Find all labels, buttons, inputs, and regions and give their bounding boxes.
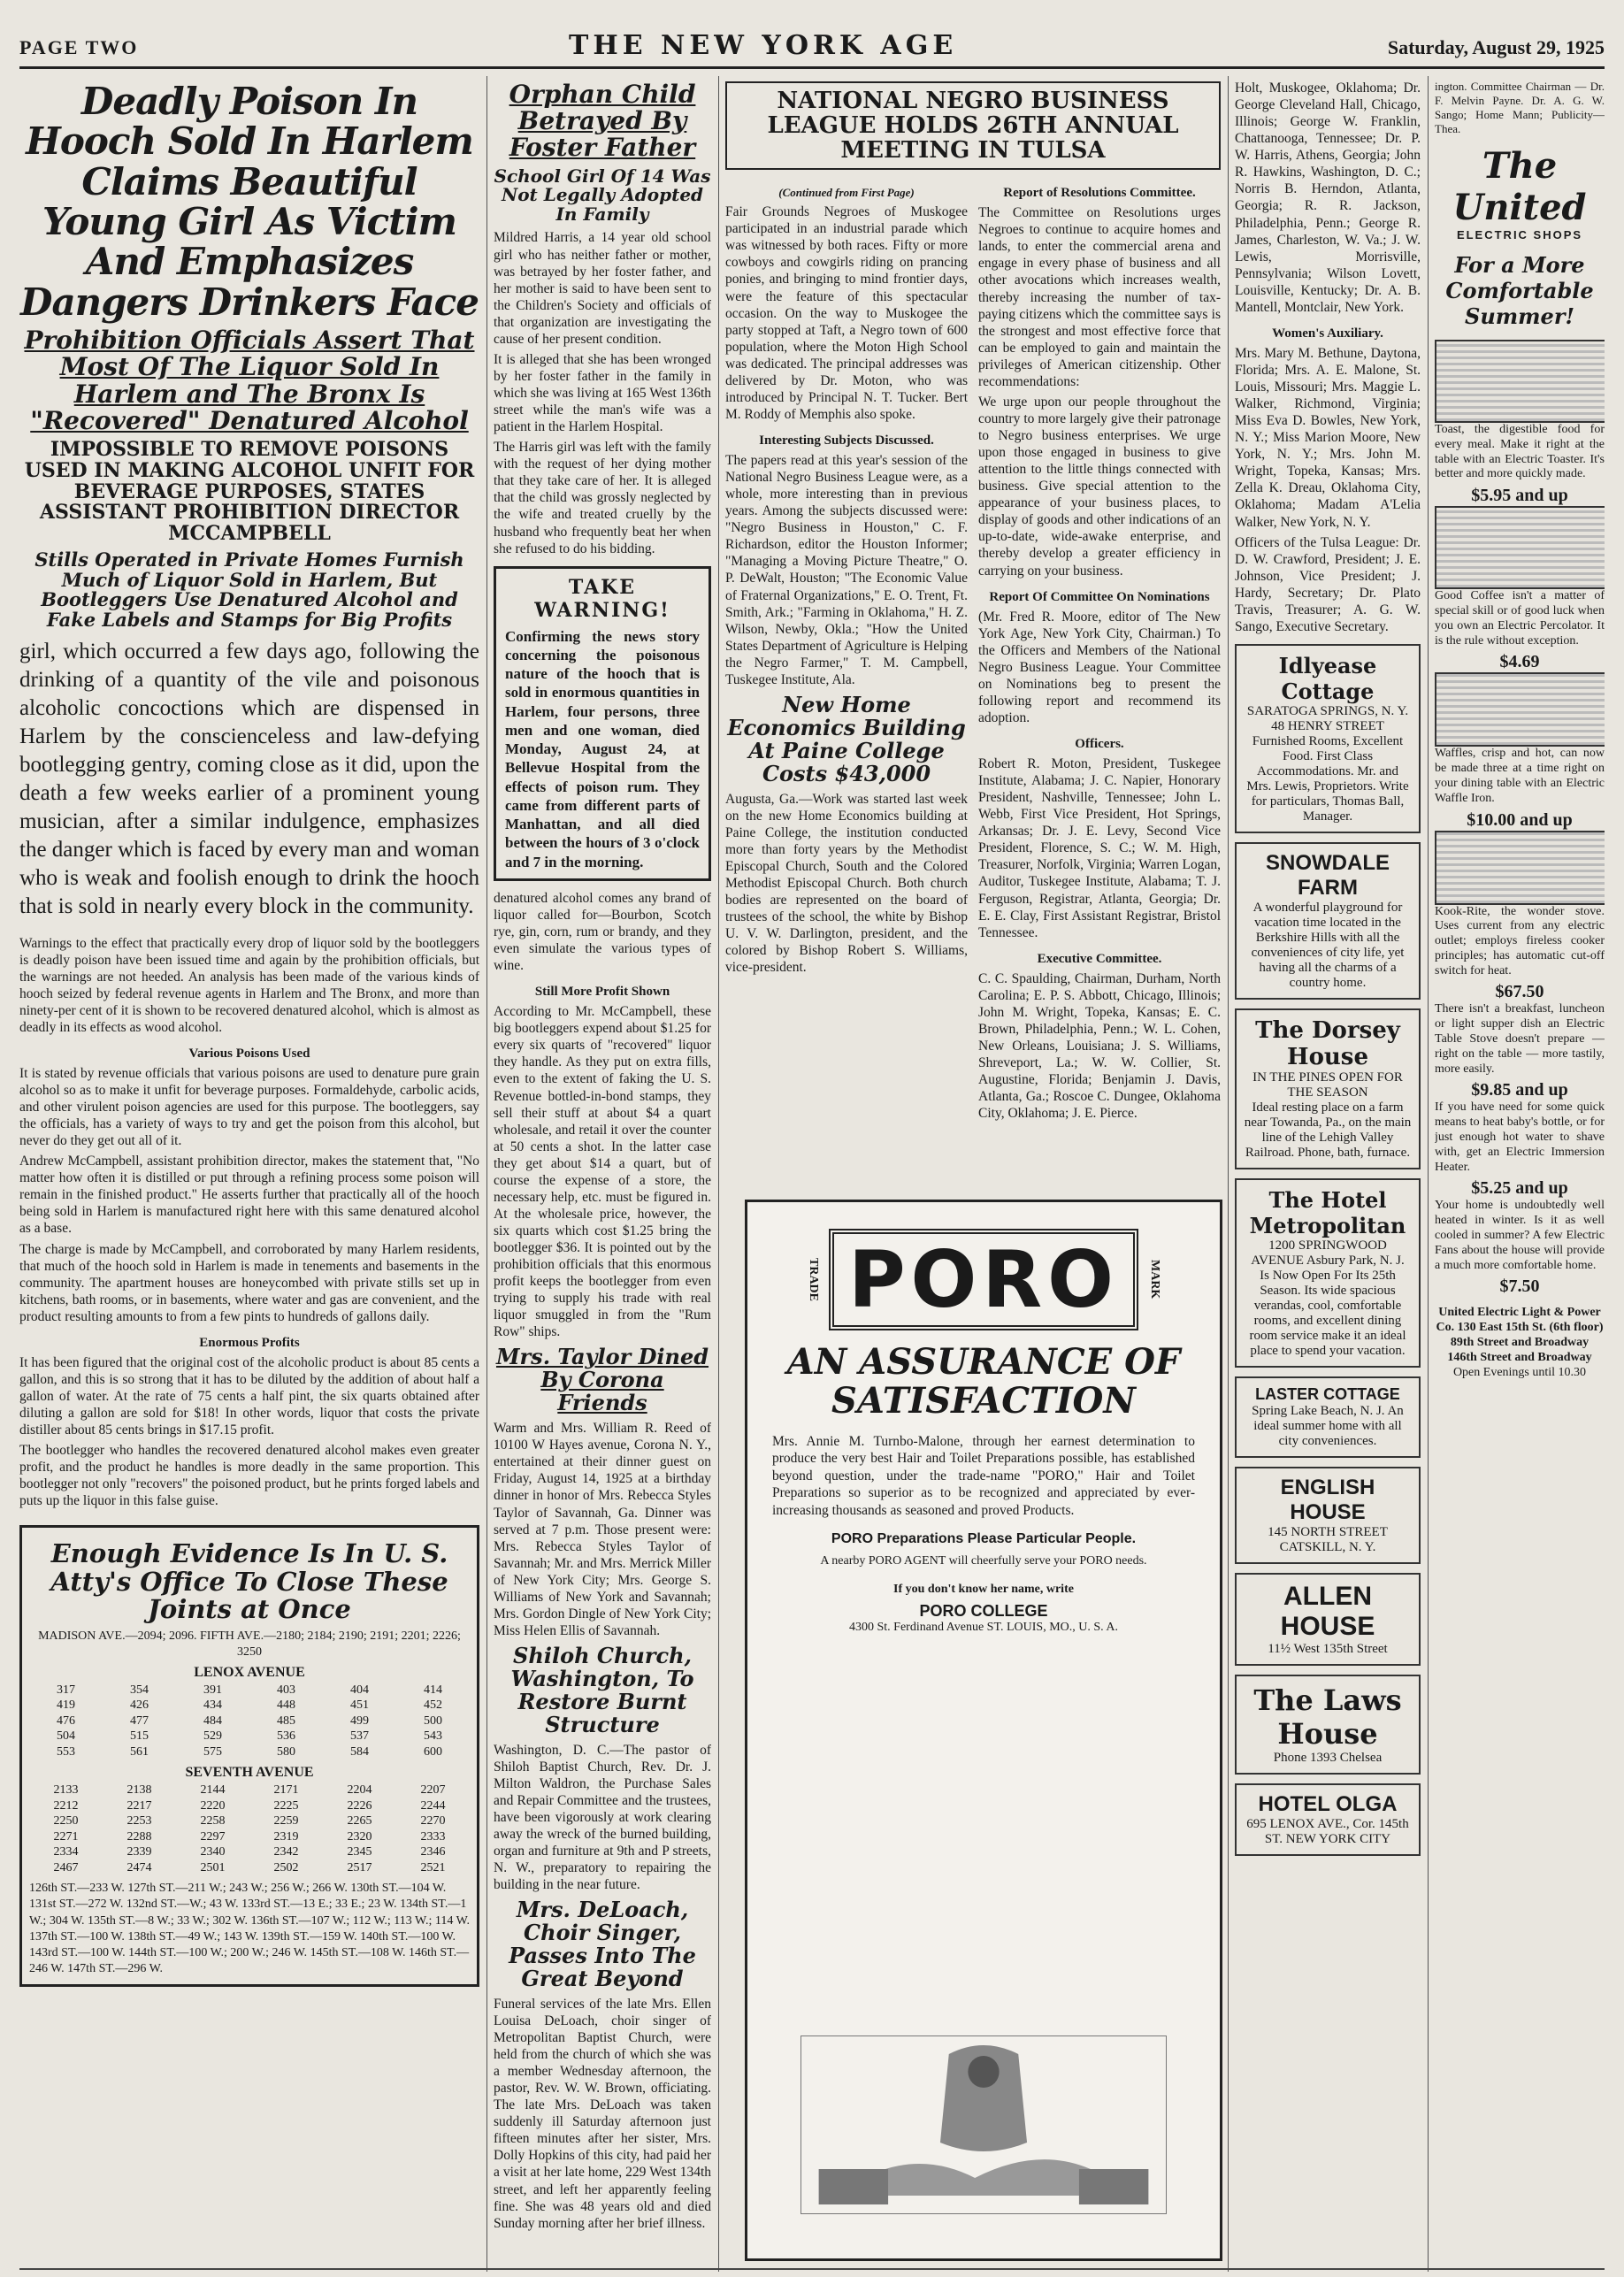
lead-deck-2: Stills Operated in Private Homes Furnish Much of Liquor Sold in Harlem, But Bootleggers Use Denatured Alcohol and Fake Labels and Stamps for Big Profits <box>34 548 464 631</box>
laws-house-ad <box>1235 1675 1421 1775</box>
poro-college: PORO COLLEGE <box>919 1601 1048 1620</box>
lenox-address: 515 <box>130 1729 149 1744</box>
seventh-address: 2217 <box>126 1798 152 1813</box>
product-text: Kook-Rite, the wonder stove. Uses current from any electric outlet; employs fireless cooker principles; has automatic cut-off switch for heat. <box>1435 904 1605 978</box>
ad-text: Ideal resting place on a farm near Towanda, Pa., on the main line of the Lehigh Valley Railroad. Phone, bath, furnace. <box>1244 1100 1412 1160</box>
lead-headline: Deadly Poison In Hooch Sold In Harlem Claims Beautiful Young Girl As Victim And Emphasizes Dangers Drinkers Face <box>20 80 479 324</box>
taylor-headline: Mrs. Taylor Dined By Corona Friends <box>495 1344 709 1416</box>
article-paragraph: It has been figured that the original cost of the alcoholic product is about 85 cents a gallon, and this is so strong that it has to be diluted by the addition of about half a gallon of water. At the rate of 75 cents a half pint, the six quarts obtained after diluting a gallon are sold for $18! In other words, liquor that costs the private distiller about 85 cents brings in $17.15 profit. <box>19 1354 479 1438</box>
article-paragraph: Fair Grounds Negroes of Muskogee participated in an industrial parade which was witnessed by both races. Fifty or more cowboys and cowgirls riding on prancing ponies, and bringing to mind frontier days, were the feature of this spectacular occasion. On the way to Muskogee the party stopped at Taft, a Negro town of 600 population, where the Moton High School was dedicated. The principal addresses was delivered by Dr. Moton, who was introduced by Principal N. T. Tucker. Bert M. Roddy of Memphis also spoke. <box>725 204 968 422</box>
ad-text: Is Now Open For Its 25th Season. Its wide spacious verandas, cool, comfortable rooms, and excellent dining room service make it an ideal place to spend your vacation. <box>1249 1268 1406 1358</box>
waffle-iron-illustration <box>1435 672 1605 747</box>
product-stove <box>1435 831 1605 1003</box>
seventh-address: 2253 <box>126 1814 152 1828</box>
seventh-address: 2207 <box>420 1783 446 1798</box>
article-paragraph: Warnings to the effect that practically every drop of liquor sold by the bootleggers is deadly poison have been issued time and again by the prohibition officials, but the warnings are not heeded. An analysis has been made of the various kinds of hooch seized by federal revenue agents in Harlem and The Bronx, and more than ninety-per cent of it is shown to be recovered denatured alcohol, which is almost as deadly in its effects as wood alcohol. <box>19 935 479 1035</box>
section-subhead: Women's Auxiliary. <box>1272 326 1383 341</box>
trademark-left: TRADE <box>807 1257 821 1301</box>
seventh-address: 2144 <box>200 1783 226 1798</box>
seventh-address: 2467 <box>53 1860 79 1874</box>
ad-title: The Dorsey House <box>1255 1016 1400 1070</box>
section-subhead: Enormous Profits <box>199 1335 300 1350</box>
poro-logo <box>747 1229 1220 1330</box>
seventh-address: 2319 <box>273 1829 299 1844</box>
league-story-column <box>725 76 1221 1175</box>
lenox-title: LENOX AVENUE <box>194 1664 305 1680</box>
product-price: $7.50 <box>1499 1276 1540 1297</box>
article-paragraph: It is stated by revenue officials that various poisons are used to denature pure grain alcohol so as to make it unfit for beverage purposes. Formaldehyde, carbolic acids, and other virulent poison agencies are used for this purpose. The bootleggers, say the officials, has a variety of ways to try and get the poison from this alcohol, but never do they get out all of it. <box>19 1065 479 1149</box>
shiloh-headline: Shiloh Church, Washington, To Restore Burnt Structure <box>510 1643 694 1737</box>
ad-text: A wonderful playground for vacation time located in the Berkshire Hills with all the conveniences of city life, yet having all the charms of a country home. <box>1251 900 1405 990</box>
league-headline: NATIONAL NEGRO BUSINESS LEAGUE HOLDS 26TH ANNUAL MEETING IN TULSA <box>725 81 1221 170</box>
product-waffle-iron <box>1435 672 1605 830</box>
lenox-address: 600 <box>424 1744 442 1759</box>
trademark-right: MARK <box>1147 1260 1161 1300</box>
ad-text: Spring Lake Beach, N. J. An ideal summer home with all city conveniences. <box>1252 1403 1404 1448</box>
seventh-address: 2258 <box>200 1814 226 1828</box>
article-paragraph: According to Mr. McCampbell, these big bootleggers expend about $1.25 for every six quarts of "recovered" liquor they handle. As they put on extra fills, even to the extent of faking the U. S. Revenue bottled-in-bond stamps, they sell their stuff at about $4 a quart wholesale, and retail it over the counter at 50 cents a shot. In the latter case they get about $14 a quart, but of course the expense of a store, the necessary help, etc. must be figured in. At the wholesale price, however, the six quarts which cost $1.25 bring the bootlegger $36. It is pointed out by the prohibition officials that this enormous profit keeps the bootlegger from even trying to supply his trade with real liquor smuggled in from the "Rum Row" ships. <box>494 1004 711 1340</box>
store-hours: Open Evenings until 10.30 <box>1452 1365 1587 1379</box>
seventh-address: 2501 <box>200 1860 226 1874</box>
ad-text: Furnished Rooms, Excellent Food. First Class Accommodations. Mr. and Mrs. Lewis, Proprietors. Write for particulars, Thomas Ball, Manager. <box>1246 733 1409 824</box>
street-addresses: 126th ST.—233 W. 127th ST.—211 W.; 243 W.; 256 W.; 266 W. 130th ST.—104 W. 131st ST.—272 W. 132nd ST.—W.; 43 W. 133rd ST.—13 E.; 33 E.; 23 W. 134th ST.—1 W.; 304 W. 135th ST.—8 W.; 33 W.; 302 W. 136th ST.—107 W.; 112 W.; 113 W.; 114 W. 137th ST.—100 W. 138th ST.—49 W.; 143 W. 139th ST.—159 W. 140th ST.—100 W. 143rd ST.—100 W. 144th ST.—100 W.; 200 W.; 246 W. 145th ST.—108 W. 146th ST.—246 W. 147th ST.—296 W. <box>29 1882 470 1976</box>
lenox-address: 484 <box>203 1714 222 1728</box>
econ-headline: New Home Economics Building At Paine College Costs $43,000 <box>727 691 966 786</box>
lenox-address: 584 <box>350 1744 369 1759</box>
lead-story-column <box>19 76 479 2272</box>
section-subhead: Interesting Subjects Discussed. <box>759 433 934 448</box>
brand-sub: ELECTRIC SHOPS <box>1456 227 1583 242</box>
lenox-address: 452 <box>424 1698 442 1713</box>
brand-name: The United <box>1452 144 1587 228</box>
poro-agent: A nearby PORO AGENT will cheerfully serve your PORO needs. <box>820 1553 1147 1568</box>
lenox-address: 561 <box>130 1744 149 1759</box>
warning-title: TAKE WARNING! <box>534 575 670 622</box>
lenox-address: 426 <box>130 1698 149 1713</box>
section-subhead: Still More Profit Shown <box>534 985 670 1000</box>
seventh-address: 2270 <box>420 1814 446 1828</box>
product-text: There isn't a breakfast, luncheon or light supper dish an Electric Table Stove doesn't prepare — right on the table — more tastily, more easily. <box>1435 1002 1605 1076</box>
lenox-address: 485 <box>277 1714 295 1728</box>
ad-title: ALLEN HOUSE <box>1280 1581 1375 1641</box>
poro-preference: PORO Preparations Please Particular People. <box>831 1530 1137 1546</box>
ad-title: The Hotel Metropolitan <box>1249 1186 1406 1238</box>
product-price: $9.85 and up <box>1471 1080 1568 1100</box>
ad-subtitle: 145 NORTH STREET CATSKILL, N. Y. <box>1268 1524 1388 1554</box>
ad-subtitle: 1200 SPRINGWOOD AVENUE Asbury Park, N. J. <box>1251 1238 1405 1268</box>
column-rule <box>486 76 487 2272</box>
product-price: $5.95 and up <box>1471 486 1568 506</box>
seventh-address: 2171 <box>273 1783 299 1798</box>
joints-list-title: Enough Evidence Is In U. S. Atty's Office To Close These Joints at Once <box>50 1538 448 1625</box>
product-table-stove <box>1435 1002 1605 1100</box>
ad-title: Idlyease Cottage <box>1278 652 1377 704</box>
bottom-rule <box>19 2268 1605 2270</box>
seventh-address: 2138 <box>126 1783 152 1798</box>
article-paragraph: Warm and Mrs. William R. Reed of 10100 W Hayes avenue, Corona N. Y., entertained at their dinner guest on Friday, August 14, 1925 at a birthday dinner in honor of Mrs. Rebecca Styles Taylor of Savannah, Ga. Dinner was served at 7 p.m. Those present were: Mrs. Rebecca Styles Taylor of Savannah; Mr. and Mrs. Merrick Miller of New York City; Mrs. George S. Williams of New York and Savannah; Mrs. Gordon Dingle of New York City; Miss Helen Ellis of Savannah. <box>494 1421 711 1638</box>
seventh-address: 2334 <box>53 1845 79 1859</box>
article-paragraph: Officers of the Tulsa League: Dr. D. W. Crawford, President; J. E. Johnson, Vice President; J. Hardy, Secretary; Dr. Plato Travis, Treasurer; A. G. W. Sango, Executive Secretary. <box>1235 534 1421 634</box>
united-logo <box>1435 145 1605 329</box>
product-price: $67.50 <box>1495 982 1544 1002</box>
lenox-address: 451 <box>350 1698 369 1713</box>
seventh-address: 2250 <box>53 1814 79 1828</box>
seventh-address: 2271 <box>53 1829 79 1844</box>
seventh-address: 2133 <box>53 1783 79 1798</box>
orphan-subhead: School Girl Of 14 Was Not Legally Adopted In Family <box>494 165 711 225</box>
poro-illustration <box>801 2036 1167 2214</box>
section-subhead: Report Of Committee On Nominations <box>989 589 1210 604</box>
lead-deck-1: IMPOSSIBLE TO REMOVE POISONS USED IN MAKING ALCOHOL UNFIT FOR BEVERAGE PURPOSES, STATES ASSISTANT PROHIBITION DIRECTOR MCCAMPBELL <box>24 438 475 546</box>
seventh-address: 2288 <box>126 1829 152 1844</box>
ad-subtitle: IN THE PINES OPEN FOR THE SEASON <box>1252 1070 1403 1100</box>
lenox-address: 575 <box>203 1744 222 1759</box>
poro-advertisement <box>745 1200 1222 2261</box>
ad-subtitle: Phone 1393 Chelsea <box>1273 1750 1383 1765</box>
ad-subtitle: 11½ West 135th Street <box>1268 1641 1388 1656</box>
laster-ad <box>1235 1376 1421 1458</box>
lead-paragraph: girl, which occurred a few days ago, following the drinking of a quantity of the vile and poisonous alcoholic concoctions which are dispensed in Harlem by the conscienceless and law-defying bootlegging gentry, coming close as it did, upon the death a few weeks earlier of a prominent young musician, after a similar indulgence, emphasizes the danger which is faced by every man and woman who is weak and foolish enough to drink the hooch that is sold in nearly every block in the community. <box>19 639 479 918</box>
seventh-address: 2244 <box>420 1798 446 1813</box>
article-paragraph: Mrs. Mary M. Bethune, Daytona, Florida; Mrs. A. E. Malone, St. Louis, Missouri; Mrs. Maggie L. Walker, Richmond, Virginia; Miss Eva D. Bowles, New York, N. Y.; Miss Marion Moore, New York, N. Y.; Mrs. John M. Wright, Topeka, Kansas; Mrs. Zella K. Dreau, Oklahoma City, Oklahoma; Madam A'Lelia Walker, New York, N. Y. <box>1235 345 1421 530</box>
poro-address: 4300 St. Ferdinand Avenue ST. LOUIS, MO., U. S. A. <box>849 1620 1118 1634</box>
lenox-address: 499 <box>350 1714 369 1728</box>
seventh-address: 2204 <box>347 1783 372 1798</box>
lenox-address: 543 <box>424 1729 442 1744</box>
article-paragraph: It is alleged that she has been wronged by her foster father in the family in which she was living at 165 West 136th street while the man's wife was a patient in the Harlem Hospital. <box>494 351 711 435</box>
ad-title: SNOWDALE FARM <box>1266 850 1390 900</box>
warning-text: Confirming the news story concerning the poisonous nature of the hooch that is sold in enormous quantities in Harlem, four persons, three men and one woman, died Monday, August 24, at Bellevue Hospital from the effects of poison rum. They came from different parts of Manhattan, and all died between the hours of 3 o'clock and 7 in the morning. <box>505 627 700 870</box>
lenox-address: 477 <box>130 1714 149 1728</box>
page-number: PAGE TWO <box>19 36 139 58</box>
dorsey-ad <box>1235 1008 1421 1169</box>
product-price: $5.25 and up <box>1471 1178 1568 1199</box>
product-text: Toast, the digestible food for every meal. Make it right at the table with an Electric Toaster. It's better and more quickly made. <box>1435 422 1605 481</box>
seventh-address: 2342 <box>273 1845 299 1859</box>
united-electric-ad <box>1435 76 1605 2272</box>
idlyease-ad <box>1235 644 1421 833</box>
seventh-address: 2339 <box>126 1845 152 1859</box>
allen-house-ad <box>1235 1573 1421 1666</box>
snowdale-ad <box>1235 842 1421 1000</box>
seventh-address: 2212 <box>53 1798 79 1813</box>
society-ads-column <box>1235 76 1421 2272</box>
article-paragraph: Andrew McCampbell, assistant prohibition director, makes the statement that, "No matter how often it is distilled or put through a refining process some poison will remain in the finished product." He asserts further that practically all of the hooch being sold in Harlem is manufactured right here with this same denatured alcohol as a base. <box>19 1154 479 1237</box>
poro-brand: PORO <box>829 1229 1138 1330</box>
toaster-illustration <box>1435 340 1605 423</box>
lenox-address: 476 <box>57 1714 75 1728</box>
lenox-addresses <box>29 1683 470 1760</box>
product-text: If you have need for some quick means to heat baby's bottle, or for just enough hot water to shave with, get an Electric Immersion Heater. <box>1435 1100 1605 1174</box>
seventh-address: 2521 <box>420 1860 446 1874</box>
lenox-address: 434 <box>203 1698 222 1713</box>
seventh-address: 2320 <box>347 1829 372 1844</box>
joints-list-box <box>19 1525 479 1987</box>
article-paragraph: ington. Committee Chairman — Dr. F. Melvin Payne. Dr. A. G. W. Sango; Home Mann; Publicity—Thea. <box>1435 80 1605 135</box>
seventh-address: 2474 <box>126 1860 152 1874</box>
lenox-address: 580 <box>277 1744 295 1759</box>
metropolitan-ad <box>1235 1178 1421 1368</box>
lenox-address: 414 <box>424 1683 442 1697</box>
section-subhead: Executive Committee. <box>1037 951 1162 966</box>
seventh-address: 2259 <box>273 1814 299 1828</box>
lenox-address: 448 <box>277 1698 295 1713</box>
take-warning-box <box>494 566 711 881</box>
united-footer <box>1435 1306 1605 1380</box>
lenox-address: 504 <box>57 1729 75 1744</box>
lenox-address: 536 <box>277 1729 295 1744</box>
article-paragraph: Holt, Muskogee, Oklahoma; Dr. George Cleveland Hall, Chicago, Illinois; George W. Franklin, Chattanooga, Tennessee; Dr. P. W. Harris, Athens, Georgia; John R. Hawkins, Washington, D. C.; Norris B. Herndon, Atlanta, Georgia; R. R. Jackson, Philadelphia, Penn.; George R. James, Charleston, W. Va.; J. W. Lewis, Morrisville, Pennsylvania; Wilson Lovett, Louisville, Kentucky; Dr. A. B. Mantell, Montclair, New York. <box>1235 80 1421 315</box>
seventh-address: 2340 <box>200 1845 226 1859</box>
article-paragraph: The Harris girl was left with the family with the request of her dying mother that they take care of her. It is alleged that the child was grossly neglected by the wife and treated cruelly by the husband who frequently beat her when she refused to do his bidding. <box>494 440 711 556</box>
section-subhead: Officers. <box>1075 737 1124 752</box>
madison-fifth-list: MADISON AVE.—2094; 2096. FIFTH AVE.—2180; 2184; 2190; 2191; 2201; 2226; 3250 <box>38 1629 461 1659</box>
deloach-headline: Mrs. DeLoach, Choir Singer, Passes Into The Great Beyond <box>509 1897 696 1991</box>
percolator-illustration <box>1435 506 1605 589</box>
lenox-address: 553 <box>57 1744 75 1759</box>
seventh-address: 2333 <box>420 1829 446 1844</box>
lenox-address: 317 <box>57 1683 75 1697</box>
product-text: Good Coffee isn't a matter of special skill or of good luck when you own an Electric Percolator. It is the rule without exception. <box>1435 589 1605 648</box>
article-paragraph: Mildred Harris, a 14 year old school girl who has neither father or mother, was betrayed by her foster father, and her mother is said to have been sent to the Children's Society and officials of that organization are investigating the cause of her present condition. <box>494 230 711 347</box>
section-subhead: Various Poisons Used <box>188 1046 310 1061</box>
seventh-title: SEVENTH AVENUE <box>185 1765 314 1781</box>
newspaper-name: THE NEW YORK AGE <box>569 30 958 61</box>
seventh-address: 2265 <box>347 1814 372 1828</box>
seventh-address: 2226 <box>347 1798 372 1813</box>
hotel-olga-ad <box>1235 1783 1421 1856</box>
lenox-address: 354 <box>130 1683 149 1697</box>
product-toaster <box>1435 340 1605 506</box>
issue-date: Saturday, August 29, 1925 <box>1387 36 1605 58</box>
orphan-story-column <box>494 76 711 2272</box>
ad-subtitle: 695 LENOX AVE., Cor. 145th ST. NEW YORK CITY <box>1246 1816 1409 1846</box>
column-rule <box>1228 76 1229 2272</box>
ad-title: The Laws House <box>1253 1683 1402 1751</box>
product-price: $4.69 <box>1499 652 1540 672</box>
article-paragraph: The charge is made by McCampbell, and corroborated by many Harlem residents, that much of the hooch sold in Harlem is made in tenements and basements in the community. The apartment houses are honeycombed with private stills set up in kitchens, bath rooms, or in basements, where water and gas are convenient, and the product resulting amounts to from a few pints to hundreds of gallons daily. <box>19 1241 479 1324</box>
article-paragraph: The papers read at this year's session of the National Negro Business League were, as a whole, more interesting than in previous years. Among the subjects discussed were: "Negro Business in Houston," C. F. Richardson, editor the Houston Informer; "Managing a Moving Picture Theatre," O. P. DeWalt, Houston; "The Economic Value of Fraternal Organizations," E. O. Trent, Ft. Smith, Ark.; "Farming in Oklahoma," H. Z. Wilson, Newby, Okla.; "How the United States Department of Agriculture is Helping the Negro Farmer," T. M. Campbell, Tuskegee Institute, Ala. <box>725 453 968 687</box>
article-paragraph: The bootlegger who handles the recovered denatured alcohol makes even greater profit, and the product he handles is more deadly in the same proportion. This bootlegger not only "recovers" the poisoned product, but he prints forged labels and puts up the liquor in this false guise. <box>19 1443 479 1509</box>
seventh-address: 2346 <box>420 1845 446 1859</box>
article-paragraph: (Mr. Fred R. Moore, editor of The New York Age, New York City, Chairman.) To the Officers and Members of the National Negro Business League. Your Committee on Nominations beg to present the following report and recommend its adoption. <box>978 609 1221 725</box>
seventh-address: 2225 <box>273 1798 299 1813</box>
article-paragraph: C. C. Spaulding, Chairman, Durham, North Carolina; E. P. S. Abbott, Chicago, Illinois; John M. Wright, Topeka, Kansas; E. C. Brown, Philadelphia, Penn.; W. L. Cohen, New Orleans, Louisiana; J. S. Williams, Shreveport, La.; W. W. Collier, St. Augustine, Florida; Benjamin J. Davis, Atlanta, Ga.; Roscoe C. Dungee, Oklahoma City, Oklahoma; J. E. Pierce. <box>978 970 1221 1122</box>
continued-note: (Continued from First Page) <box>778 186 915 200</box>
product-text: Your home is undoubtedly well heated in winter. Is it as well cooled in summer? A few Electric Fans about the house will provide a much more comfortable home. <box>1435 1199 1605 1272</box>
lenox-address: 529 <box>203 1729 222 1744</box>
masthead <box>19 30 1605 69</box>
column-rule <box>718 76 719 2272</box>
seventh-address: 2502 <box>273 1860 299 1874</box>
seventh-address: 2345 <box>347 1845 372 1859</box>
ad-tagline: For a More Comfortable Summer! <box>1445 251 1594 329</box>
ad-title: ENGLISH HOUSE <box>1280 1475 1375 1524</box>
ad-title: LASTER COTTAGE <box>1255 1384 1400 1403</box>
article-paragraph: We urge upon our people throughout the country to more largely give their patronage to Negro business enterprises. We urge upon those engaged in business to give attention to the little things connected with business. Give special attention to the appearance of your business places, to display of goods and other indications of an up-to-date, wide-awake enterprise, and thereby develop a greater efficiency in carrying on your business. <box>978 394 1221 579</box>
english-house-ad <box>1235 1467 1421 1564</box>
stove-illustration <box>1435 831 1605 905</box>
article-paragraph: The Committee on Resolutions urges Negroes to continue to acquire homes and lands, to enter the commercial arena and engage in every phase of business and all other avocations which increases wealth, thereby increasing the number of tax-paying citizens which the committee says is the strongest and most effective force that can be employed to gain and maintain the privileges of American citizenship. Other recommendations: <box>978 205 1221 389</box>
article-paragraph: Washington, D. C.—The pastor of Shiloh Baptist Church, Rev. Dr. J. Milton Waldron, the Purchase Sales and Repair Committee and the trustees, have been vigorously at work clearing away the wreck of the burned building, organ and furniture at 9th and P streets, N. W., preparatory to repairing the building in the near future. <box>494 1742 711 1893</box>
section-subhead: Report of Resolutions Committee. <box>1003 186 1196 201</box>
seventh-addresses <box>29 1782 470 1875</box>
product-immersion-heater <box>1435 1100 1605 1199</box>
lead-subhead: Prohibition Officials Assert That Most Of The Liquor Sold In Harlem and The Bronx Is "Recovered" Denatured Alcohol <box>24 326 475 435</box>
lenox-address: 419 <box>57 1698 75 1713</box>
poro-body: Mrs. Annie M. Turnbo-Malone, through her earnest determination to produce the very best Hair and Toilet Preparations possible, has established beyond question, under the trade-name "PORO," Hair and Toilet Preparations so superior as to be recognized and appreciated by ever-increasing thousands as seasoned and proved Products. <box>772 1434 1195 1518</box>
poro-tagline: AN ASSURANCE OF SATISFACTION <box>786 1341 1181 1422</box>
lenox-address: 403 <box>277 1683 295 1697</box>
product-text: Waffles, crisp and hot, can now be made three at a time right on your dining table with an Electric Waffle Iron. <box>1435 747 1605 805</box>
lenox-address: 404 <box>350 1683 369 1697</box>
seventh-address: 2297 <box>200 1829 226 1844</box>
product-percolator <box>1435 506 1605 672</box>
ad-title: HOTEL OLGA <box>1258 1791 1398 1816</box>
column-rule <box>1428 76 1429 2272</box>
ad-subtitle: SARATOGA SPRINGS, N. Y. 48 HENRY STREET <box>1246 703 1409 733</box>
lenox-address: 391 <box>203 1683 222 1697</box>
seventh-address: 2220 <box>200 1798 226 1813</box>
product-price: $10.00 and up <box>1467 809 1573 830</box>
seventh-address: 2517 <box>347 1860 372 1874</box>
article-paragraph: Funeral services of the late Mrs. Ellen Louisa DeLoach, choir singer of Metropolitan Baptist Church, were held from the church of which she was a member Wednesday afternoon, the pastor, Rev. W. W. Brown, officiating. The late Mrs. DeLoach was taken suddenly ill Saturday afternoon just fifteen minutes after her sister, Mrs. Dolly Hopkins of this city, had paid her a visit at her late home, 229 West 134th street, and left her apparently feeling fine. She was 48 years old and died Sunday morning after her brief illness. <box>494 1996 711 2231</box>
orphan-headline: Orphan Child Betrayed By Foster Father <box>509 80 696 163</box>
lenox-address: 500 <box>424 1714 442 1728</box>
article-paragraph: Augusta, Ga.—Work was started last week on the new Home Economics building at Paine College, the institution conducted more than forty years by the Methodist Episcopal Church, South and the Colored Methodist Episcopal Church. Both church bodies are represented on the board of trustees of the school, the white by Bishop U. V. W. Darlington, president, and the colored by Bishop Robert S. Williams, vice-president. <box>725 791 968 976</box>
store-addresses: United Electric Light & Power Co. 130 East 15th St. (6th floor) 89th Street and Broadway 146th Street and Broadway <box>1436 1306 1604 1364</box>
lenox-address: 537 <box>350 1729 369 1744</box>
article-paragraph: denatured alcohol comes any brand of liquor called for—Bourbon, Scotch rye, gin, corn, rum or brandy, and they even simulate the various types of wine. <box>494 890 711 974</box>
article-paragraph: Robert R. Moton, President, Tuskegee Institute, Alabama; J. C. Napier, Honorary President, Nashville, Tennessee; John L. Webb, First Vice President, Hot Springs, Arkansas; Dr. J. E. Levy, Second Vice President, Florence, S. C.; W. M. High, Treasurer, Norfolk, Virginia; Warren Logan, Auditor, Tuskegee Institute, Alabama; T. J. Ferguson, Registrar, Atlanta, Georgia; Dr. E. E. Clay, First Assistant Registrar, Bristol Tennessee. <box>978 756 1221 940</box>
poro-ask: If you don't know her name, write <box>893 1582 1074 1596</box>
product-fan <box>1435 1199 1605 1297</box>
